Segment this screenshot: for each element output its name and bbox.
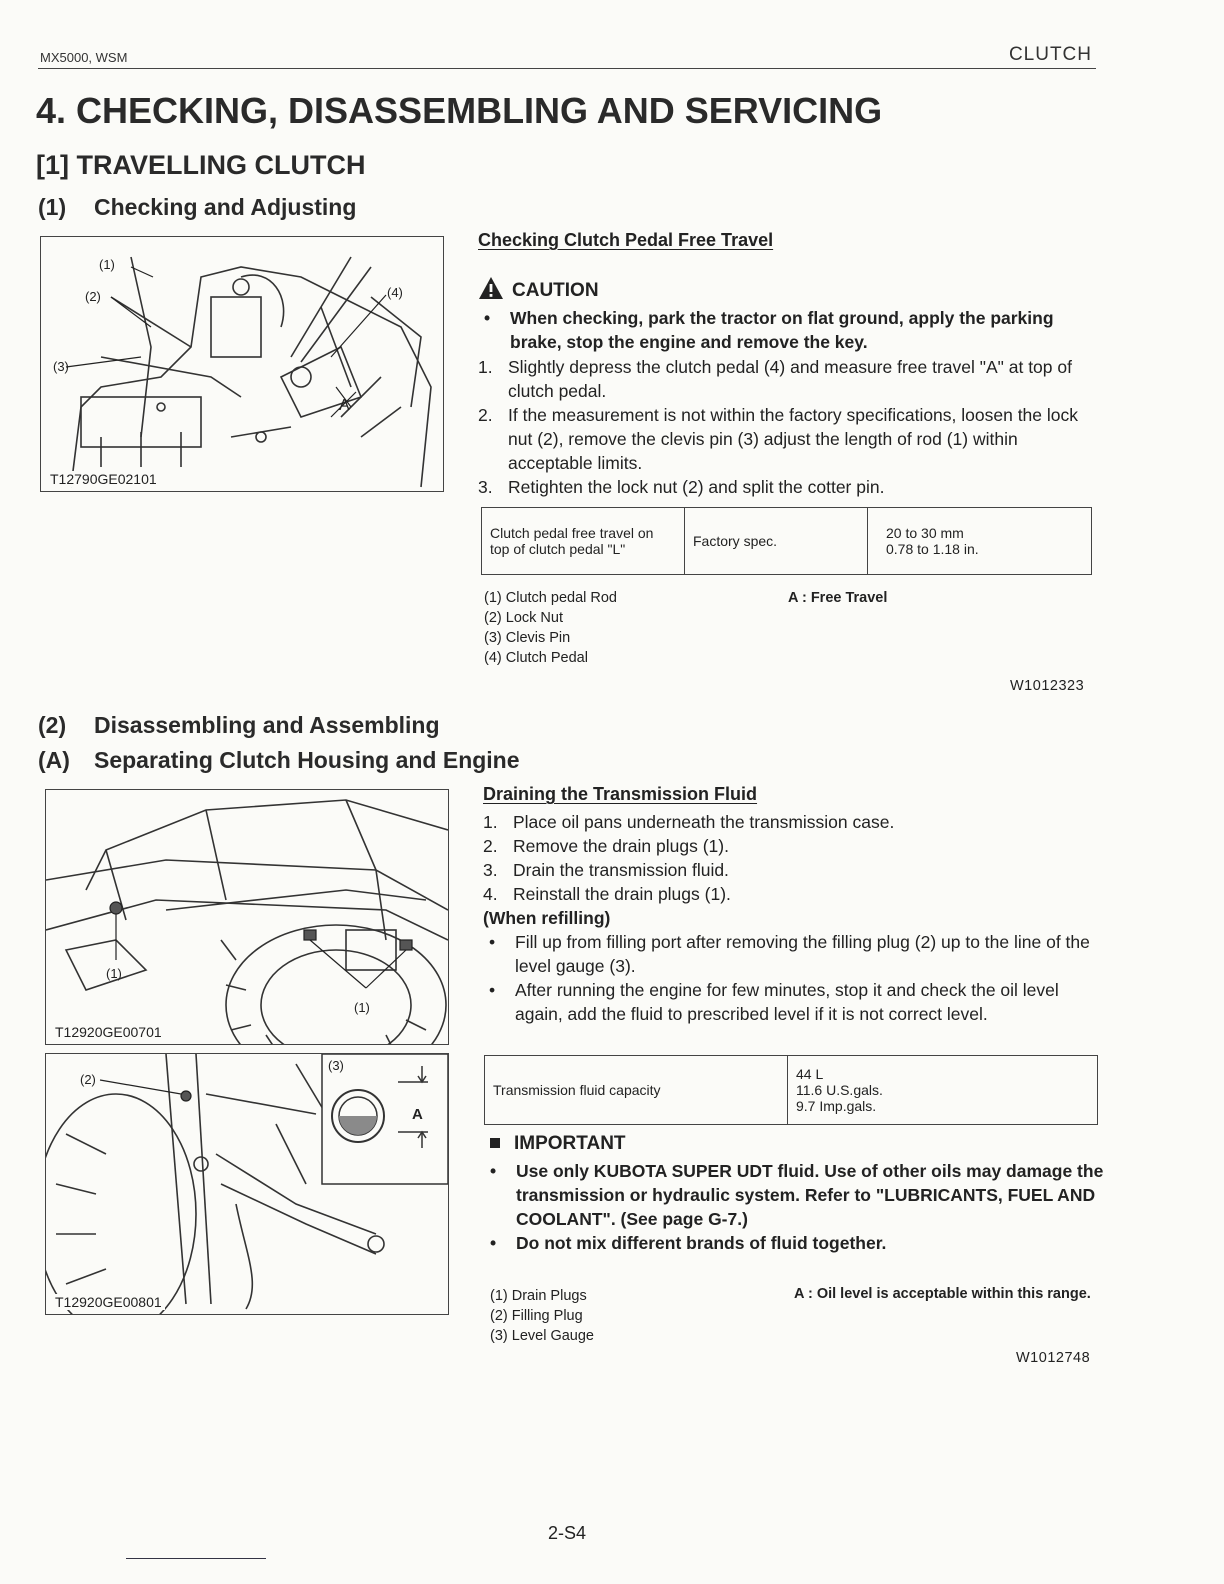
draining-legend-a: A : Oil level is acceptable within this range. <box>794 1286 1091 1302</box>
draining-legend: (1) Drain Plugs (2) Filling Plug (3) Level Gauge <box>490 1288 594 1344</box>
refill-bullet: • After running the engine for few minutes, stop it and check the oil level again, add the fluid to prescribed level if it is not correct level. <box>483 978 1103 1026</box>
caution-text: • When checking, park the tractor on flat ground, apply the parking brake, stop the engine and remove the key. <box>478 306 1098 354</box>
spec-item: Clutch pedal free travel on top of clutch pedal "L" <box>482 508 685 575</box>
spec-type: Factory spec. <box>685 508 868 575</box>
spec-values: 20 to 30 mm 0.78 to 1.18 in. <box>868 508 1092 575</box>
draining-block <box>483 810 1103 1026</box>
fig3-label-2: (2) <box>80 1072 96 1087</box>
important-label: IMPORTANT <box>514 1133 626 1154</box>
refill-heading: (When refilling) <box>483 908 611 928</box>
fig1-label-4: (4) <box>387 285 403 300</box>
capacity-values: 44 L 11.6 U.S.gals. 9.7 Imp.gals. <box>788 1056 1098 1125</box>
checking-step: 2. If the measurement is not within the factory specifications, loosen the lock nut (2), remove the clevis pin (3) adjust the length of rod (1) within acceptable limits. <box>478 405 1079 473</box>
header-model: MX5000, WSM <box>40 50 128 65</box>
caution-list <box>478 306 1098 354</box>
fig1-label-a: A <box>339 397 350 414</box>
warning-triangle-icon <box>478 276 504 300</box>
filling-plug-illustration <box>46 1054 448 1314</box>
subsection-heading-2: (2) Disassembling and Assembling <box>38 712 440 738</box>
draining-step: 2. Remove the drain plugs (1). <box>483 836 729 856</box>
checking-steps <box>478 355 1098 499</box>
checking-step: 1. Slightly depress the clutch pedal (4) and measure free travel "A" at top of clutch pedal. <box>478 357 1072 401</box>
drain-plugs-illustration <box>46 790 448 1044</box>
draining-step: 1. Place oil pans underneath the transmission case. <box>483 812 895 832</box>
fig1-label-2: (2) <box>85 289 101 304</box>
figure-filling-plug <box>45 1053 449 1315</box>
fig1-label-3: (3) <box>53 359 69 374</box>
table-row <box>482 508 1092 575</box>
fig1-code: T12790GE02101 <box>47 471 160 487</box>
checking-title: Checking Clutch Pedal Free Travel <box>478 230 774 250</box>
refill-list <box>483 930 1103 1026</box>
important-square-icon <box>490 1138 500 1148</box>
checking-step: 3. Retighten the lock nut (2) and split the cotter pin. <box>478 477 885 497</box>
clutch-pedal-illustration <box>41 237 443 491</box>
important-block <box>484 1133 1104 1255</box>
checking-code: W1012323 <box>1010 678 1085 694</box>
caution-label: CAUTION <box>512 280 599 301</box>
draining-title: Draining the Transmission Fluid <box>483 784 758 804</box>
fig2-label-1a: (1) <box>106 966 122 981</box>
section-heading: [1] TRAVELLING CLUTCH <box>36 150 366 180</box>
checking-legend-a: A : Free Travel <box>788 590 888 606</box>
table-row <box>485 1056 1098 1125</box>
capacity-item: Transmission fluid capacity <box>485 1056 788 1125</box>
checking-legend: (1) Clutch pedal Rod (2) Lock Nut (3) Clevis Pin (4) Clutch Pedal <box>484 590 617 666</box>
subsection-heading-a: (A) Separating Clutch Housing and Engine <box>38 747 520 773</box>
important-bullet: • Use only KUBOTA SUPER UDT fluid. Use of other oils may damage the transmission or hydraulic system. Refer to "LUBRICANTS, FUEL AND COOLANT". (See page G-7.) <box>484 1159 1104 1231</box>
caution-heading <box>478 276 1098 304</box>
draining-code: W1012748 <box>1016 1350 1091 1366</box>
caution-block <box>478 276 1098 354</box>
footer-rule <box>126 1558 266 1559</box>
header-rule <box>38 68 1096 69</box>
main-heading: 4. CHECKING, DISASSEMBLING AND SERVICING <box>36 90 883 131</box>
important-list <box>484 1159 1104 1255</box>
subsection-number: (1) <box>38 194 67 220</box>
fig3-label-3: (3) <box>328 1058 344 1073</box>
capacity-table <box>484 1055 1098 1125</box>
fig3-label-a: A <box>412 1106 423 1123</box>
important-bullet: • Do not mix different brands of fluid together. <box>484 1231 1104 1255</box>
page-number: 2-S4 <box>548 1523 587 1543</box>
draining-step: 4. Reinstall the drain plugs (1). <box>483 884 731 904</box>
important-heading <box>484 1133 1104 1159</box>
fig3-code: T12920GE00801 <box>52 1294 165 1310</box>
draining-step: 3. Drain the transmission fluid. <box>483 860 729 880</box>
fig2-label-1b: (1) <box>354 1000 370 1015</box>
figure-clutch-pedal <box>40 236 444 492</box>
header-section: CLUTCH <box>1008 44 1092 65</box>
refill-bullet: • Fill up from filling port after removing the filling plug (2) up to the line of the level gauge (3). <box>483 930 1103 978</box>
draining-steps <box>483 810 1103 906</box>
fig2-code: T12920GE00701 <box>52 1024 165 1040</box>
fig1-label-1: (1) <box>99 257 115 272</box>
subsection-title: Checking and Adjusting <box>94 194 357 220</box>
subsection-heading-1 <box>38 194 356 221</box>
figure-drain-plugs <box>45 789 449 1045</box>
clutch-spec-table <box>481 507 1092 575</box>
